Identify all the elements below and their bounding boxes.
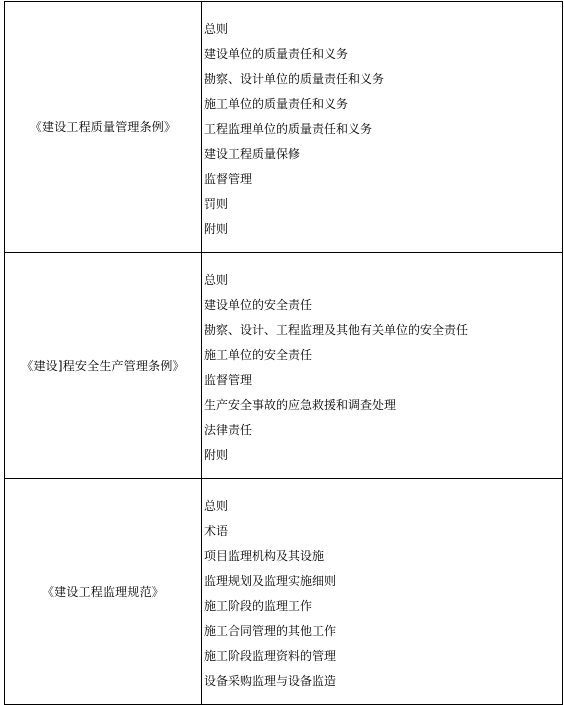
chapter-item: 术语 [204,524,229,538]
chapter-list [204,2,562,252]
chapter-item: 勘察、设计单位的质量责任和义务 [204,72,385,86]
chapter-cell [202,479,563,705]
regulations-table [4,1,563,705]
regulation-name-cell [5,2,202,253]
chapter-item: 罚则 [204,197,229,211]
chapter-item: 附则 [204,222,229,236]
chapter-item: 项目监理机构及其设施 [204,549,325,563]
chapter-item: 法律责任 [204,423,253,437]
chapter-item: 附则 [204,448,229,462]
chapter-item: 勘察、设计、工程监理及其他有关单位的安全责任 [204,323,469,337]
table-row [5,479,563,705]
chapter-list [204,479,562,704]
chapter-item: 总则 [204,499,229,513]
table-row [5,2,563,253]
chapter-item: 施工单位的安全责任 [204,348,313,362]
chapter-item: 施工阶段的监理工作 [204,599,313,613]
chapter-item: 监理规划及监理实施细则 [204,574,337,588]
chapter-list [204,253,562,478]
regulation-name: 《建设]程安全生产管理条例》 [21,358,185,373]
regulation-name-cell [5,253,202,479]
chapter-item: 设备采购监理与设备监造 [204,674,337,688]
regulation-name-cell [5,479,202,705]
chapter-cell [202,253,563,479]
chapter-cell [202,2,563,253]
chapter-item: 监督管理 [204,172,253,186]
chapter-item: 建设单位的安全责任 [204,298,313,312]
chapter-item: 施工合同管理的其他工作 [204,624,337,638]
chapter-item: 监督管理 [204,373,253,387]
regulation-name: 《建设工程监理规范》 [41,584,164,599]
chapter-item: 施工阶段监理资料的管理 [204,649,337,663]
chapter-item: 施工单位的质量责任和义务 [204,97,349,111]
chapter-item: 工程监理单位的质量责任和义务 [204,122,373,136]
chapter-item: 建设工程质量保修 [204,147,301,161]
chapter-item: 总则 [204,22,229,36]
regulation-name: 《建设工程质量管理条例》 [29,120,177,134]
chapter-item: 建设单位的质量责任和义务 [204,47,349,61]
chapter-item: 总则 [204,273,229,287]
table-row [5,253,563,479]
chapter-item: 生产安全事故的应急救援和调查处理 [204,398,397,412]
